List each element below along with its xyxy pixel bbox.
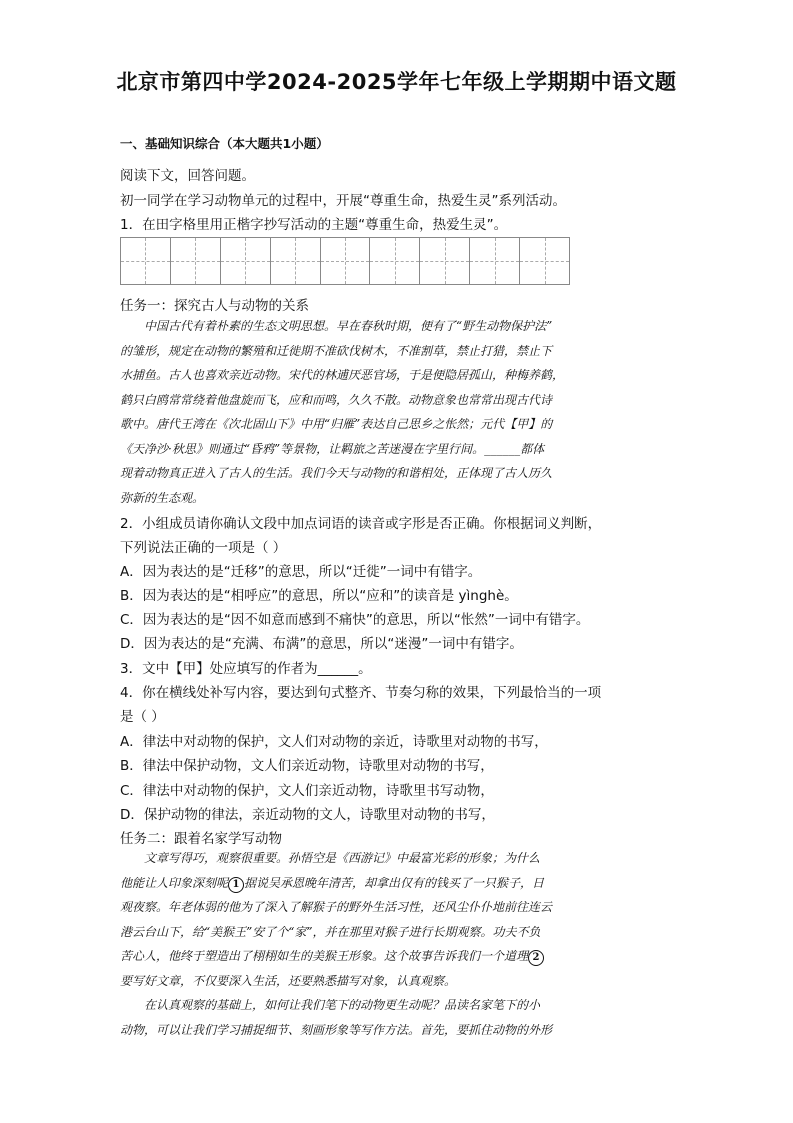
passage-line: 文章写得巧，观察很重要。孙悟空是《西游记》中最富光彩的形象；为什么 <box>144 851 541 865</box>
question-4: 4．你在横线处补写内容，要达到句式整齐、节奏匀称的效果，下列最恰当的一项 <box>120 685 602 701</box>
passage-line: 要写好文章，不仅要深入生活，还要熟悉描写对象，认真观察。 <box>120 973 457 988</box>
passage-line: 鹤只白鸥常常绕着他盘旋而飞，应和而鸣，久久不散。动物意象也常常出现古代诗 <box>120 392 553 407</box>
grid-cell <box>221 238 271 284</box>
grid-cell <box>121 238 171 284</box>
question-2: 2．小组成员请你确认文段中加点词语的读音或字形是否正确。你根据词义判断， <box>120 516 602 532</box>
section-heading: 一、基础知识综合（本大题共1小题） <box>120 136 329 151</box>
passage-line: 水捕鱼。古人也喜欢亲近动物。宋代的林逋厌恶官场，于是便隐居孤山，种梅养鹤， <box>120 368 565 382</box>
question-3: 3．文中【甲】处应填写的作者为______。 <box>120 661 372 677</box>
question-2: 下列说法正确的一项是（ ） <box>120 540 287 556</box>
passage-line: 中国古代有着朴素的生态文明思想。早在春秋时期，便有了“野生动物保护法” <box>144 319 553 333</box>
grid-cell <box>171 238 221 284</box>
passage-line: 的雏形，规定在动物的繁殖和迁徙期不准砍伐树木，不准割草，禁止打猎，禁止下 <box>120 343 553 358</box>
passage-line: 《天净沙·秋思》则通过“昏鸦”等景物，让羁旅之苦迷漫在字里行间。______都体 <box>120 441 545 456</box>
passage-line: 动物，可以让我们学习捕捉细节、刻画形象等写作方法。首先，要抓住动物的外形 <box>120 1022 553 1037</box>
passage-line: 在认真观察的基础上，如何让我们笔下的动物更生动呢？品读名家笔下的小 <box>144 998 541 1012</box>
intro-line: 阅读下文，回答问题。 <box>120 168 255 184</box>
grid-cell <box>520 238 569 284</box>
passage-line <box>120 871 680 896</box>
passage-line: 弥新的生态观。 <box>120 490 205 505</box>
passage-2 <box>120 846 680 1042</box>
option-a: A．律法中对动物的保护，文人们对动物的亲近，诗歌里对动物的书写， <box>120 734 548 750</box>
task-heading: 任务二：跟着名家学写动物 <box>120 831 282 847</box>
passage-line: 观夜察。年老体弱的他为了深入了解猴子的野外生活习性，还风尘仆仆地前往连云 <box>120 900 553 914</box>
passage-text: 据说吴承恩晚年清苦，却拿出仅有的钱买了一只猴子，日 <box>244 875 545 890</box>
grid-cell <box>321 238 371 284</box>
passage-text: 他能让人印象深刻呢 <box>120 875 229 890</box>
grid-cell <box>370 238 420 284</box>
passage-line: 现着动物真正进入了古人的生活。我们今天与动物的和谐相处，正体现了古人历久 <box>120 466 553 480</box>
passage-line: 港云台山下，给“美猴王”安了个“家”，并在那里对猴子进行长期观察。功夫不负 <box>120 924 541 939</box>
passage-line <box>120 944 680 969</box>
option-c: C．律法中对动物的保护，文人们亲近动物，诗歌里书写动物， <box>120 783 494 799</box>
passage-text: 苦心人，他终于塑造出了栩栩如生的美猴王形象。这个故事告诉我们一个道理 <box>120 949 529 963</box>
option-b: B．律法中保护动物，文人们亲近动物，诗歌里对动物的书写， <box>120 758 494 774</box>
option-d: D．保护动物的律法，亲近动物的文人，诗歌里对动物的书写， <box>120 807 495 823</box>
task-heading: 任务一：探究古人与动物的关系 <box>120 298 309 314</box>
grid-cell <box>271 238 321 284</box>
circled-number-marker: 2 <box>528 950 544 966</box>
option-b: B．因为表达的是“相呼应”的意思，所以“应和”的读音是 yìnghè。 <box>120 588 518 604</box>
page-title: 北京市第四中学2024-2025学年七年级上学期期中语文题 <box>116 70 677 94</box>
passage-1 <box>120 314 680 510</box>
passage-line: 歌中。唐代王湾在《次北固山下》中用“归雁”表达自己思乡之怅然；元代【甲】的 <box>120 417 553 431</box>
grid-cell <box>420 238 470 284</box>
intro-line: 初一同学在学习动物单元的过程中，开展“尊重生命，热爱生灵”系列活动。 <box>120 193 566 209</box>
tianzige-grid <box>120 237 570 285</box>
question-4: 是（ ） <box>120 709 165 725</box>
option-c: C．因为表达的是“因不如意而感到不痛快”的意思，所以“怅然”一词中有错字。 <box>120 612 590 628</box>
option-a: A．因为表达的是“迁移”的意思，所以“迁徙”一词中有错字。 <box>120 564 482 580</box>
grid-cell <box>470 238 520 284</box>
question-1: 1．在田字格里用正楷字抄写活动的主题“尊重生命，热爱生灵”。 <box>120 217 508 233</box>
option-d: D．因为表达的是“充满、布满”的意思，所以“迷漫”一词中有错字。 <box>120 636 523 652</box>
circled-number-marker: 1 <box>228 877 244 893</box>
